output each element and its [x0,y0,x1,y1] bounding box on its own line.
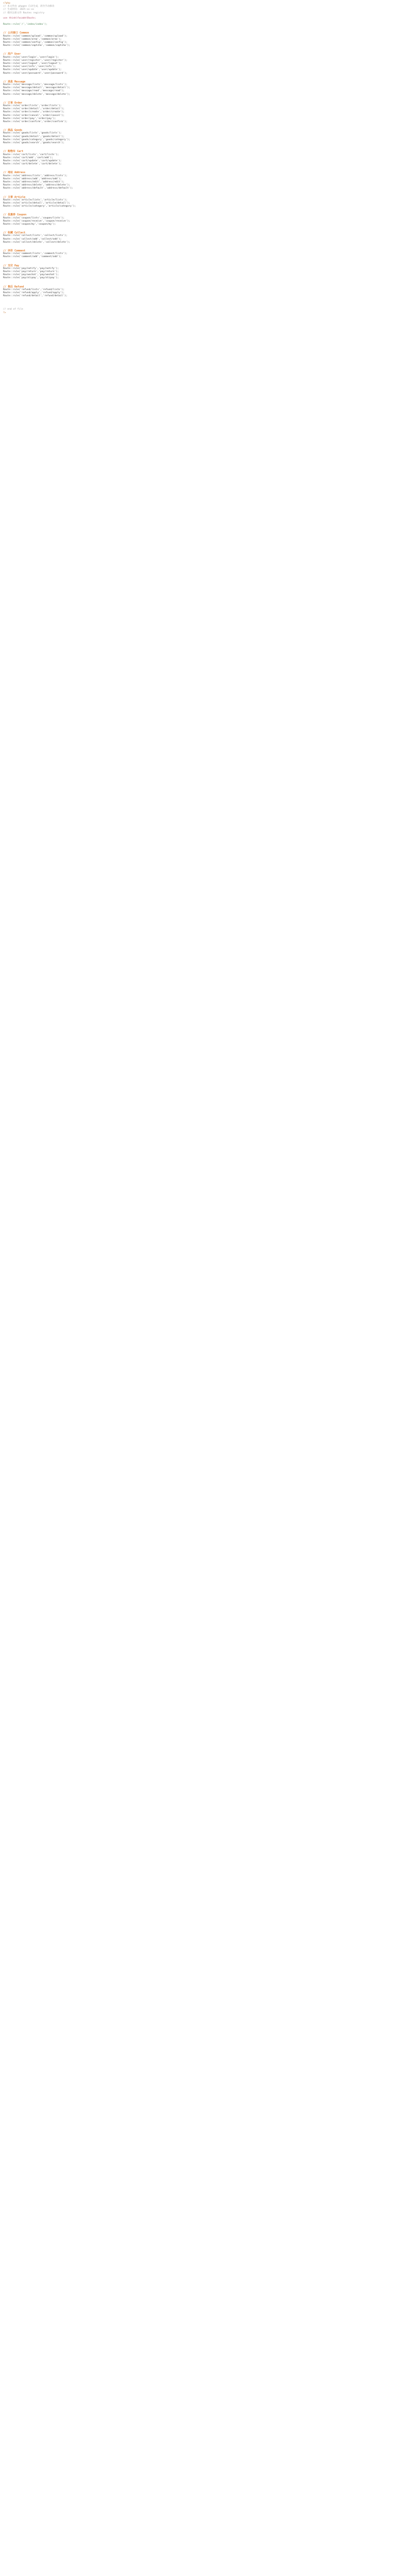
route-line: Route::rule('common/captcha','common/captcha'); [3,44,70,47]
route-section [3,31,393,53]
header-comment: // 生成时间: 2025-xx-xx [3,8,34,11]
route-section [3,150,393,171]
route-line: Route::rule('goods/search','goods/search'); [3,142,64,145]
header-comment: // 本文件由 phpgen 自动生成，请勿手动修改 [3,5,55,8]
route-line: Route::rule('coupon/lists','coupon/lists'); [3,216,64,219]
route-line: Route::rule('message/read','message/read'); [3,90,64,93]
module-comment: // 用户 User [3,53,21,56]
route-line: Route::rule('goods/lists','goods/lists'); [3,132,62,135]
route-line: Route::rule('common/upload','common/upload'); [3,35,68,38]
route-line: Route::rule('pay/notify','pay/notify'); [3,267,59,270]
route-line: Route::rule('coupon/my','coupon/my'); [3,223,56,226]
route-line: Route::rule('common/config','common/config'); [3,41,68,44]
module-comment: // 文章 Article [3,195,26,199]
route-line: Route::rule('article/category','article/category'); [3,205,76,208]
route-line: Route::rule('message/detail','message/detail'); [3,87,70,90]
route-line: Route::rule('article/detail','article/detail'); [3,201,70,205]
route-line: Route::rule('address/add','address/add'); [3,177,62,180]
route-section [3,264,393,285]
route-line: Route::rule('user/register','user/register'); [3,59,68,62]
module-comment: // 订单 Order [3,101,23,105]
route-line: Route::rule('cart/lists','cart/lists'); [3,153,59,156]
route-line: Route::rule('address/default','address/default'); [3,187,73,190]
route-line: Route::rule('address/lists','address/lists'); [3,174,68,177]
route-line: Route::rule('user/password','user/password'); [3,72,68,75]
route-line: Route::rule('order/lists','order/lists'); [3,105,62,108]
route-line: Route::rule('refund/apply','refund/apply'); [3,292,64,294]
route-line: Route::rule('order/pay','order/pay'); [3,117,56,120]
route-section [3,53,393,80]
route-line: Route::rule('cart/add','cart/add'); [3,156,53,159]
route-line: Route::rule('user/login','user/login'); [3,56,59,59]
route-line: Route::rule('collect/add','collect/add'); [3,238,62,241]
route-line: Route::rule('pay/return','pay/return'); [3,270,59,273]
module-comment: // 优惠券 Coupon [3,213,27,217]
route-line: Route::rule('user/info','user/info'); [3,65,56,69]
route-line: Route::rule('common/area','common/area'); [3,38,62,41]
module-comment: // 公共接口 Common [3,31,29,35]
route-section [3,249,393,264]
route-section [3,213,393,231]
route-sections [3,31,393,303]
route-line: Route::rule('coupon/receive','coupon/receive'); [3,219,70,223]
route-section [3,285,393,303]
route-section [3,80,393,101]
route-line: Route::rule('refund/lists','refund/lists'); [3,288,64,291]
module-comment: // 消息 Message [3,80,26,83]
route-line: Route::rule('article/lists','article/lists'); [3,198,68,201]
route-line: Route::rule('order/detail','order/detail'); [3,108,64,111]
route-line: Route::rule('comment/add','comment/add'); [3,256,62,259]
route-section [3,231,393,249]
module-comment: // 支付 Pay [3,264,20,267]
code-document [0,0,396,318]
route-line: Route::rule('goods/category','goods/category'); [3,138,70,141]
php-close-tag: ?> [3,311,6,314]
route-line: Route::rule('order/confirm','order/confirm'); [3,121,68,124]
route-line: Route::rule('goods/detail','goods/detail'); [3,135,64,138]
route-line: Route::rule('user/update','user/update'); [3,69,62,72]
php-open-tag: <?php [3,2,10,5]
header-comment: // 模块注册文件 Routes registry [3,11,45,14]
module-comment: // 购物车 Cart [3,150,24,154]
route-line: Route::rule('user/logout','user/logout'); [3,62,62,65]
route-section [3,171,393,195]
route-line: Route::rule('pay/alipay','pay/alipay'); [3,277,59,280]
route-line: Route::rule('cart/delete','cart/delete'); [3,163,62,166]
route-line: Route::rule('refund/detail','refund/detail'); [3,295,68,298]
root-route: Route::rule('/','index/index'); [3,23,47,26]
use-statement: use think\facade\Route; [3,16,36,20]
module-comment: // 评价 Comment [3,249,26,252]
route-section [3,101,393,129]
route-line: Route::rule('message/delete','message/delete'); [3,93,70,96]
module-comment: // 收藏 Collect [3,231,26,235]
route-line: Route::rule('cart/update','cart/update'); [3,159,62,162]
module-comment: // 售后 Refund [3,285,24,289]
route-line: Route::rule('pay/wechat','pay/wechat'); [3,274,59,277]
route-line: Route::rule('address/edit','address/edit'); [3,180,64,183]
route-line: Route::rule('collect/lists','collect/lists'); [3,234,68,238]
route-line: Route::rule('collect/delete','collect/delete'); [3,241,70,244]
route-line: Route::rule('comment/lists','comment/lists'); [3,252,68,256]
route-line: Route::rule('message/lists','message/lists'); [3,83,68,87]
route-line: Route::rule('order/cancel','order/cancel'); [3,114,64,117]
module-comment: // 地址 Address [3,171,26,175]
end-comment: // end of file [3,308,23,311]
route-line: Route::rule('order/create','order/create'); [3,111,64,114]
module-comment: // 商品 Goods [3,129,23,132]
route-section [3,129,393,150]
route-line: Route::rule('address/delete','address/delete'); [3,184,70,187]
